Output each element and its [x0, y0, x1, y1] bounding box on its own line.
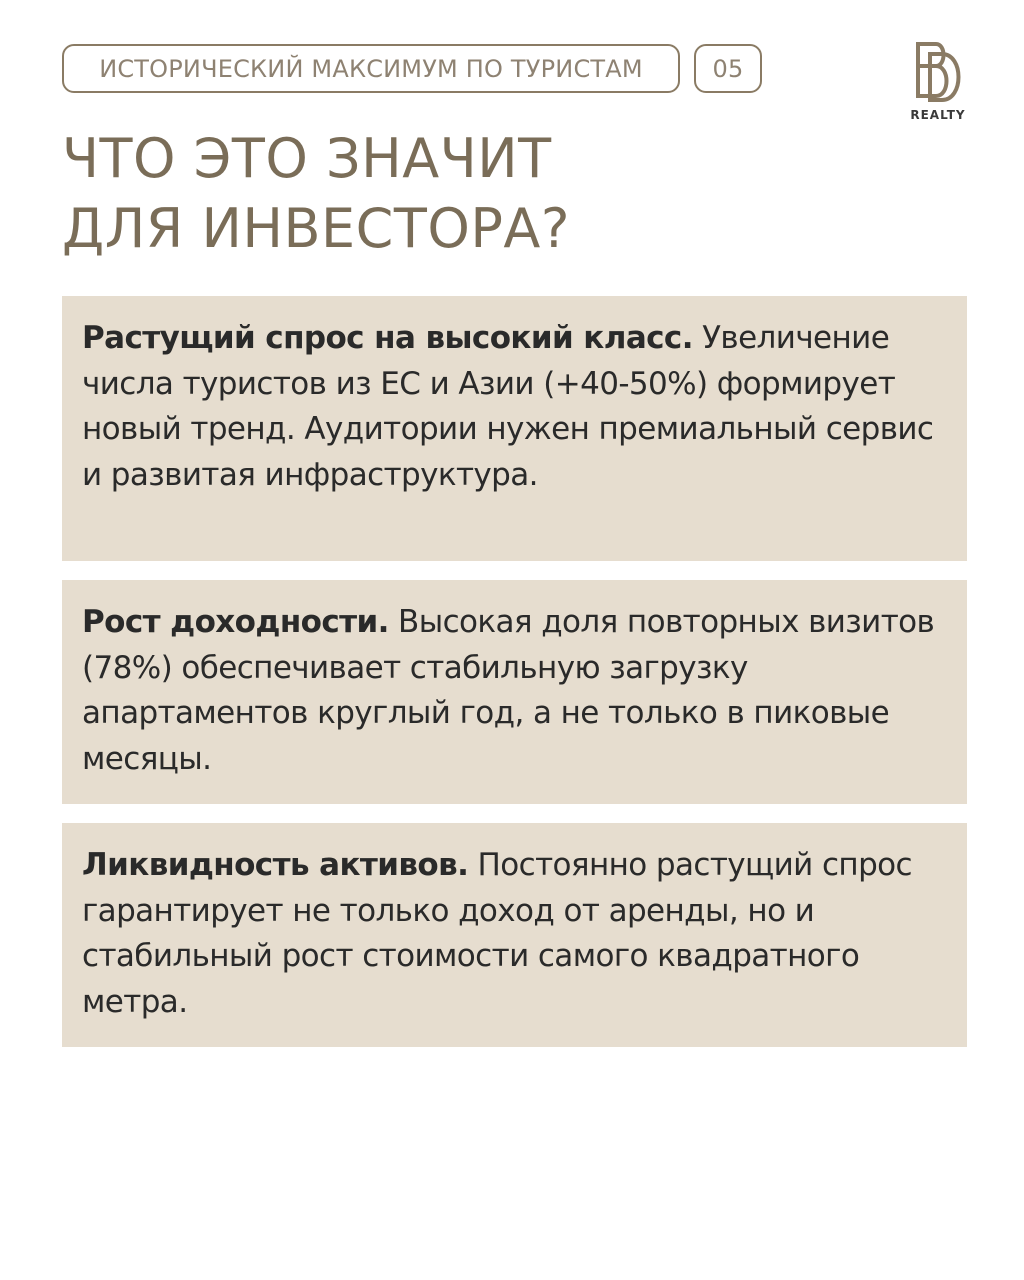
card-heading: Растущий спрос на высокий класс. [82, 320, 693, 356]
info-card-demand [62, 296, 967, 561]
topic-label: ИСТОРИЧЕСКИЙ МАКСИМУМ ПО ТУРИСТАМ [99, 54, 643, 83]
card-body: Постоянно растущий спрос гарантирует не только доход от аренды, но и стабильный рост стоимости самого квадратного метра. [82, 847, 912, 1020]
page-number: 05 [712, 54, 744, 83]
card-body: Увеличение числа туристов из ЕС и Азии (+40-50%) формирует новый тренд. Аудитории нужен премиальный сервис и развитая инфраструктура. [82, 320, 934, 493]
card-heading: Ликвидность активов. [82, 847, 469, 883]
page-title [62, 124, 570, 264]
topic-badge [62, 44, 680, 93]
title-line-1: ЧТО ЭТО ЗНАЧИТ [62, 127, 552, 190]
logo-text: REALTY [910, 108, 966, 122]
bd-monogram-icon [912, 40, 966, 104]
title-line-2: ДЛЯ ИНВЕСТОРА? [62, 197, 571, 260]
brand-logo [900, 40, 976, 130]
info-card-yield [62, 580, 967, 804]
page-number-badge [694, 44, 762, 93]
card-heading: Рост доходности. [82, 604, 389, 640]
info-card-liquidity [62, 823, 967, 1047]
card-body: Высокая доля повторных визитов (78%) обеспечивает стабильную загрузку апартаментов круглый год, а не только в пиковые месяцы. [82, 604, 935, 777]
